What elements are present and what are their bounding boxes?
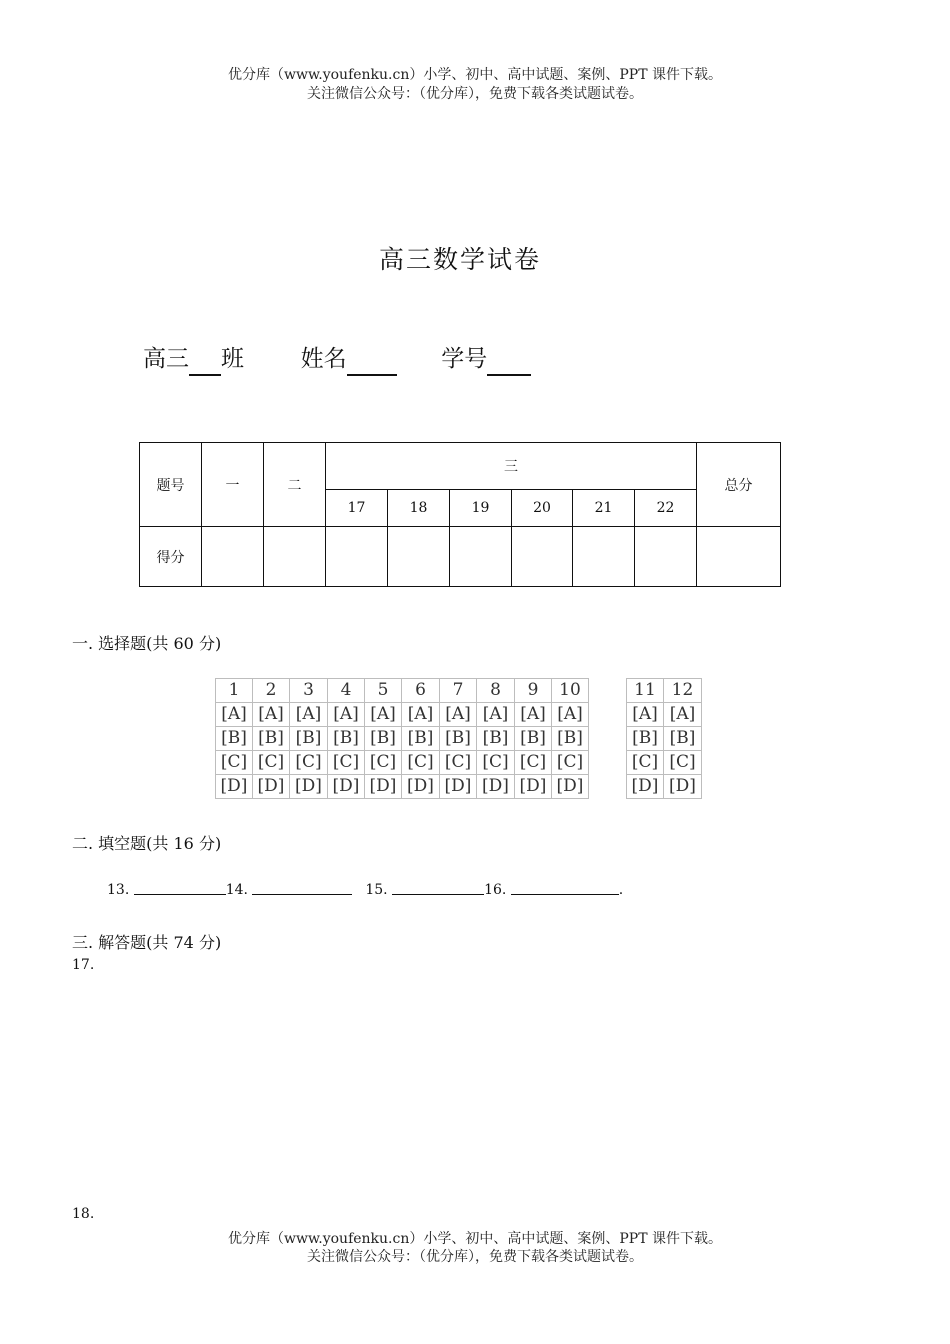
score-cell[interactable] (264, 527, 326, 587)
answer-option-bubble[interactable]: [A] (477, 703, 515, 727)
answer-question-number: 9 (515, 679, 552, 703)
name-label: 姓名 (300, 346, 347, 372)
answer-option-bubble[interactable]: [D] (402, 775, 440, 799)
answer-question-number: 5 (365, 679, 402, 703)
total-score-header: 总分 (697, 443, 781, 527)
answer-option-bubble[interactable]: [C] (477, 751, 515, 775)
sub-question-header: 21 (573, 490, 635, 527)
answer-option-bubble[interactable]: [A] (515, 703, 552, 727)
student-id-blank[interactable] (487, 348, 531, 376)
score-cell[interactable] (388, 527, 450, 587)
total-score-cell[interactable] (697, 527, 781, 587)
part-three-header: 三 (326, 443, 697, 490)
answer-option-bubble[interactable]: [C] (664, 751, 702, 775)
answer-question-number: 1 (216, 679, 253, 703)
class-suffix: 班 (221, 346, 244, 372)
fill-blank-row (107, 881, 623, 898)
class-blank[interactable] (189, 348, 221, 376)
answer-question-number: 6 (402, 679, 440, 703)
answer-option-bubble[interactable]: [C] (328, 751, 365, 775)
question-18-label: 18. (72, 1206, 95, 1222)
answer-option-bubble[interactable]: [B] (253, 727, 290, 751)
answer-option-bubble[interactable]: [A] (440, 703, 477, 727)
q16-label: 16. (484, 882, 507, 898)
answer-question-number: 4 (328, 679, 365, 703)
answer-option-bubble[interactable]: [A] (365, 703, 402, 727)
answer-option-bubble[interactable]: [D] (477, 775, 515, 799)
answer-option-bubble[interactable]: [D] (627, 775, 664, 799)
q16-answer-blank[interactable] (511, 881, 619, 895)
answer-sheet-gap (589, 751, 627, 775)
answer-option-bubble[interactable]: [B] (216, 727, 253, 751)
answer-sheet-gap (589, 679, 627, 703)
score-cell[interactable] (326, 527, 388, 587)
answer-option-bubble[interactable]: [C] (440, 751, 477, 775)
answer-option-bubble[interactable]: [D] (290, 775, 328, 799)
answer-option-bubble[interactable]: [D] (440, 775, 477, 799)
answer-option-bubble[interactable]: [C] (552, 751, 589, 775)
section-1-title: 一. 选择题(共 60 分) (72, 634, 222, 653)
q14-label: 14. (225, 882, 248, 898)
answer-option-bubble[interactable]: [D] (664, 775, 702, 799)
answer-question-number: 12 (664, 679, 702, 703)
answer-question-number: 3 (290, 679, 328, 703)
score-row-label: 得分 (140, 527, 202, 587)
q13-answer-blank[interactable] (134, 881, 226, 895)
answer-question-number: 7 (440, 679, 477, 703)
sub-question-header: 20 (512, 490, 573, 527)
question-17-label: 17. (72, 957, 95, 973)
answer-option-bubble[interactable]: [B] (664, 727, 702, 751)
answer-sheet-number-row (216, 679, 702, 703)
answer-option-bubble[interactable]: [D] (515, 775, 552, 799)
answer-question-number: 10 (552, 679, 589, 703)
score-table (139, 442, 781, 587)
answer-option-row (216, 703, 702, 727)
answer-option-bubble[interactable]: [D] (365, 775, 402, 799)
answer-option-bubble[interactable]: [B] (515, 727, 552, 751)
answer-option-bubble[interactable]: [B] (477, 727, 515, 751)
answer-option-bubble[interactable]: [A] (216, 703, 253, 727)
score-cell[interactable] (202, 527, 264, 587)
q15-answer-blank[interactable] (392, 881, 484, 895)
score-cell[interactable] (450, 527, 512, 587)
answer-sheet (215, 678, 702, 799)
answer-option-bubble[interactable]: [D] (216, 775, 253, 799)
answer-option-bubble[interactable]: [B] (402, 727, 440, 751)
sub-question-header: 19 (450, 490, 512, 527)
answer-option-row (216, 775, 702, 799)
score-cell[interactable] (635, 527, 697, 587)
answer-option-bubble[interactable]: [A] (552, 703, 589, 727)
answer-option-bubble[interactable]: [A] (402, 703, 440, 727)
answer-option-row (216, 727, 702, 751)
answer-option-bubble[interactable]: [B] (552, 727, 589, 751)
answer-question-number: 2 (253, 679, 290, 703)
answer-option-bubble[interactable]: [C] (515, 751, 552, 775)
q14-answer-blank[interactable] (252, 881, 352, 895)
name-blank[interactable] (347, 348, 397, 376)
answer-option-bubble[interactable]: [B] (440, 727, 477, 751)
q16-end-period: . (618, 882, 624, 898)
part-two-header: 二 (264, 443, 326, 527)
score-cell[interactable] (573, 527, 635, 587)
answer-option-bubble[interactable]: [B] (627, 727, 664, 751)
answer-option-bubble[interactable]: [A] (627, 703, 664, 727)
answer-option-bubble[interactable]: [B] (290, 727, 328, 751)
answer-option-bubble[interactable]: [A] (328, 703, 365, 727)
answer-option-bubble[interactable]: [C] (253, 751, 290, 775)
student-info (143, 340, 531, 376)
sub-question-header: 22 (635, 490, 697, 527)
answer-sheet-gap (589, 775, 627, 799)
answer-sheet-gap (589, 727, 627, 751)
q13-label: 13. (107, 882, 130, 898)
answer-option-bubble[interactable]: [C] (216, 751, 253, 775)
page-title: 高三数学试卷 (378, 245, 541, 274)
answer-option-bubble[interactable]: [C] (365, 751, 402, 775)
answer-option-bubble[interactable]: [B] (328, 727, 365, 751)
part-one-header: 一 (202, 443, 264, 527)
answer-option-bubble[interactable]: [A] (290, 703, 328, 727)
answer-question-number: 8 (477, 679, 515, 703)
student-id-label: 学号 (441, 346, 488, 372)
answer-option-bubble[interactable]: [D] (552, 775, 589, 799)
header-line-2: 关注微信公众号：（优分库），免费下载各类试题试卷。 (307, 86, 643, 102)
answer-option-bubble[interactable]: [A] (253, 703, 290, 727)
class-prefix: 高三 (143, 346, 189, 372)
answer-option-bubble[interactable]: [C] (290, 751, 328, 775)
question-number-label: 题号 (140, 443, 202, 527)
header-line-1: 优分库（www.youfenku.cn）小学、初中、高中试题、案例、PPT 课件下载。 (227, 67, 722, 83)
score-cell[interactable] (512, 527, 573, 587)
footer-line-2: 关注微信公众号：（优分库），免费下载各类试题试卷。 (307, 1249, 643, 1265)
answer-option-row (216, 751, 702, 775)
section-2-title: 二. 填空题(共 16 分) (72, 834, 222, 853)
sub-question-header: 17 (326, 490, 388, 527)
answer-option-bubble[interactable]: [C] (402, 751, 440, 775)
answer-option-bubble[interactable]: [A] (664, 703, 702, 727)
section-3-title: 三. 解答题(共 74 分) (72, 933, 222, 952)
footer-line-1: 优分库（www.youfenku.cn）小学、初中、高中试题、案例、PPT 课件下载。 (227, 1231, 722, 1247)
answer-option-bubble[interactable]: [C] (627, 751, 664, 775)
answer-sheet-gap (589, 703, 627, 727)
answer-option-bubble[interactable]: [B] (365, 727, 402, 751)
q15-label: 15. (365, 882, 388, 898)
answer-option-bubble[interactable]: [D] (253, 775, 290, 799)
answer-option-bubble[interactable]: [D] (328, 775, 365, 799)
sub-question-header: 18 (388, 490, 450, 527)
answer-question-number: 11 (627, 679, 664, 703)
